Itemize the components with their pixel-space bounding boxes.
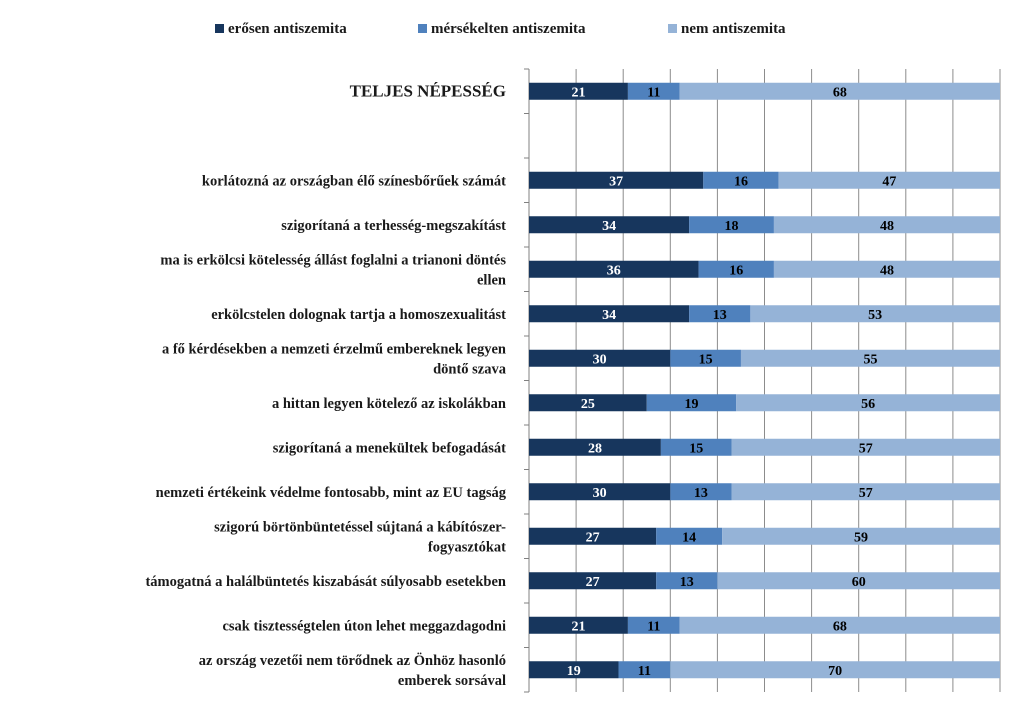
category-label-7-line-2: döntő szava bbox=[433, 361, 506, 378]
legend-swatch-3 bbox=[668, 24, 677, 33]
category-label-12: támogatná a halálbüntetés kiszabását súlyosabb esetekben bbox=[145, 573, 506, 590]
value-label-erosen-antiszemita-14: 19 bbox=[566, 663, 581, 679]
value-label-mersekelten-antiszemita-6: 13 bbox=[712, 307, 727, 323]
value-label-mersekelten-antiszemita-8: 19 bbox=[684, 396, 699, 412]
legend-swatch-1 bbox=[215, 24, 224, 33]
value-label-mersekelten-antiszemita-1: 11 bbox=[647, 85, 661, 101]
value-label-mersekelten-antiszemita-3: 16 bbox=[733, 174, 748, 190]
value-label-mersekelten-antiszemita-14: 11 bbox=[637, 663, 652, 679]
value-label-mersekelten-antiszemita-5: 16 bbox=[729, 263, 744, 279]
value-label-erosen-antiszemita-7: 30 bbox=[592, 352, 607, 368]
value-label-mersekelten-antiszemita-9: 15 bbox=[689, 441, 704, 457]
category-labels bbox=[145, 81, 506, 689]
category-label-14-line-1: az ország vezetői nem törődnek az Önhöz hasonló bbox=[198, 652, 506, 669]
value-label-mersekelten-antiszemita-13: 11 bbox=[647, 619, 661, 635]
value-label-mersekelten-antiszemita-11: 14 bbox=[682, 530, 697, 546]
value-label-mersekelten-antiszemita-10: 13 bbox=[693, 485, 708, 501]
value-label-nem-antiszemita-10: 57 bbox=[858, 485, 873, 501]
value-label-nem-antiszemita-12: 60 bbox=[851, 574, 866, 590]
value-label-nem-antiszemita-11: 59 bbox=[854, 530, 869, 546]
value-label-nem-antiszemita-1: 68 bbox=[832, 85, 847, 101]
value-label-erosen-antiszemita-1: 21 bbox=[571, 85, 586, 101]
category-label-3: korlátozná az országban élő színesbőrűek számát bbox=[201, 173, 506, 190]
value-label-nem-antiszemita-13: 68 bbox=[832, 619, 847, 635]
category-label-5-line-2: ellen bbox=[477, 272, 506, 289]
value-label-nem-antiszemita-8: 56 bbox=[861, 396, 876, 412]
value-label-erosen-antiszemita-6: 34 bbox=[602, 307, 617, 323]
chart-grid bbox=[524, 69, 1000, 692]
value-label-erosen-antiszemita-4: 34 bbox=[602, 218, 617, 234]
category-label-11-line-1: szigorú börtönbüntetéssel sújtaná a kábítószer- bbox=[214, 519, 506, 536]
value-label-erosen-antiszemita-3: 37 bbox=[609, 174, 624, 190]
legend-label-1: erősen antiszemita bbox=[228, 21, 347, 37]
value-label-nem-antiszemita-7: 55 bbox=[863, 352, 878, 368]
category-label-9: szigorítaná a menekültek befogadását bbox=[272, 440, 506, 457]
value-label-nem-antiszemita-3: 47 bbox=[882, 174, 897, 190]
value-label-erosen-antiszemita-12: 27 bbox=[585, 574, 600, 590]
value-label-mersekelten-antiszemita-12: 13 bbox=[679, 574, 694, 590]
category-label-5-line-1: ma is erkölcsi kötelesség állást foglalni a trianoni döntés bbox=[160, 252, 506, 269]
category-label-4: szigorítaná a terhesség-megszakítást bbox=[281, 217, 506, 234]
category-label-13: csak tisztességtelen úton lehet meggazdagodni bbox=[222, 618, 506, 635]
value-label-erosen-antiszemita-13: 21 bbox=[571, 619, 586, 635]
legend-swatch-2 bbox=[418, 24, 427, 33]
value-label-mersekelten-antiszemita-7: 15 bbox=[698, 352, 713, 368]
category-label-11-line-2: fogyasztókat bbox=[427, 539, 506, 556]
category-label-8: a hittan legyen kötelező az iskolákban bbox=[271, 395, 506, 412]
value-label-erosen-antiszemita-5: 36 bbox=[606, 263, 621, 279]
value-label-nem-antiszemita-14: 70 bbox=[828, 663, 843, 679]
value-label-nem-antiszemita-4: 48 bbox=[879, 218, 894, 234]
value-label-nem-antiszemita-5: 48 bbox=[879, 263, 894, 279]
category-label-10: nemzeti értékeink védelme fontosabb, mint az EU tagság bbox=[155, 484, 506, 501]
value-label-erosen-antiszemita-8: 25 bbox=[580, 396, 595, 412]
legend-label-2: mérsékelten antiszemita bbox=[431, 21, 586, 37]
category-label-14-line-2: emberek sorsával bbox=[397, 672, 506, 689]
category-label-7-line-1: a fő kérdésekben a nemzeti érzelmű embereknek legyen bbox=[161, 341, 506, 358]
value-label-erosen-antiszemita-11: 27 bbox=[585, 530, 600, 546]
value-label-nem-antiszemita-9: 57 bbox=[858, 441, 873, 457]
value-label-nem-antiszemita-6: 53 bbox=[868, 307, 883, 323]
category-label-1: TELJES NÉPESSÉG bbox=[349, 81, 506, 101]
category-label-6: erkölcstelen dolognak tartja a homoszexualitást bbox=[211, 306, 506, 323]
value-label-erosen-antiszemita-9: 28 bbox=[587, 441, 602, 457]
value-label-erosen-antiszemita-10: 30 bbox=[592, 485, 607, 501]
legend-label-3: nem antiszemita bbox=[681, 21, 786, 37]
value-label-mersekelten-antiszemita-4: 18 bbox=[724, 218, 739, 234]
chart-legend bbox=[215, 21, 786, 37]
